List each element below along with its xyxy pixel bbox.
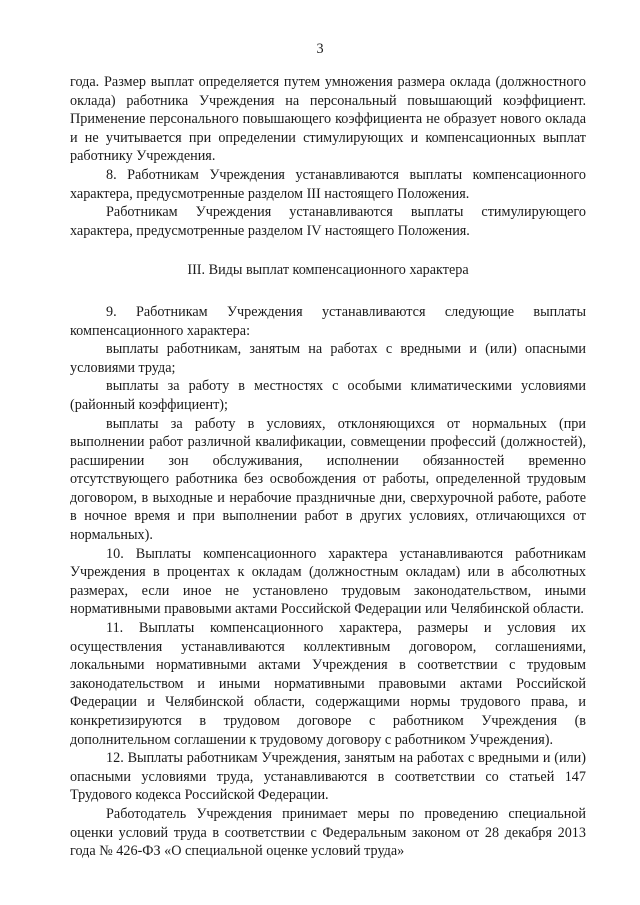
section-heading: III. Виды выплат компенсационного характера bbox=[187, 262, 469, 279]
paragraph: 8. Работникам Учреждения устанавливаются выплаты компенсационного характера, предусмотренные разделом III настоящего Положения. bbox=[70, 166, 586, 202]
paragraph: 10. Выплаты компенсационного характера устанавливаются работникам Учреждения в процентах к окладам (должностным окладам) или в абсолютных размерах, если иное не установлено трудовым законодательством, иными нормативными правовыми актами Российской Федерации или Челябинской области. bbox=[70, 545, 586, 618]
document-body bbox=[70, 73, 586, 861]
section-intro bbox=[70, 73, 586, 240]
paragraph: 12. Выплаты работникам Учреждения, занятым на работах с вредными и (или) опасными условиями труда, устанавливаются в соответствии со статьей 147 Трудового кодекса Российской Федерации. bbox=[70, 750, 586, 804]
paragraph: 11. Выплаты компенсационного характера, размеры и условия их осуществления устанавливаются коллективным договором, соглашениями, локальными нормативными актами Учреждения в соответствии с трудовым законодательством и иными нормативными правовыми актами Российской Федерации и Челябинской области, содержащими нормы трудового права, и конкретизируются в трудовом договоре с работником Учреждения (в дополнительном соглашении к трудовому договору с работником Учреждения). bbox=[70, 620, 586, 748]
section-body bbox=[70, 303, 586, 861]
paragraph: выплаты за работу в местностях с особыми климатическими условиями (районный коэффициент); bbox=[70, 378, 586, 413]
paragraph: выплаты работникам, занятым на работах с вредными и (или) опасными условиями труда; bbox=[70, 341, 586, 376]
paragraph: Работодатель Учреждения принимает меры по проведению специальной оценки условий труда в соответствии с Федеральным законом от 28 декабря 2013 года № 426-ФЗ «О специальной оценке условий труда» bbox=[70, 805, 586, 860]
paragraph: Работникам Учреждения устанавливаются выплаты стимулирующего характера, предусмотренные разделом IV настоящего Положения. bbox=[70, 204, 586, 239]
paragraph: выплаты за работу в условиях, отклоняющихся от нормальных (при выполнении работ различной квалификации, совмещении профессий (должностей), расширении зон обслуживания, исполнении обязанностей временно отсутствующего работника без освобождения от работы, определенной трудовым договором, в выходные и нерабочие праздничные дни, сверхурочной работе, работе в ночное время и при выполнении работ в других условиях, отличающихся от нормальных). bbox=[70, 415, 586, 544]
paragraph: 9. Работникам Учреждения устанавливаются следующие выплаты компенсационного характера: bbox=[70, 303, 586, 339]
paragraph: года. Размер выплат определяется путем умножения размера оклада (должностного оклада) работника Учреждения на персональный повышающий коэффициент. Применение персонального повышающего коэффициента не образует нового оклада и не учитывается при определении стимулирующих и компенсационных выплат работнику Учреждения. bbox=[70, 74, 586, 165]
page-number: 3 bbox=[316, 41, 324, 57]
